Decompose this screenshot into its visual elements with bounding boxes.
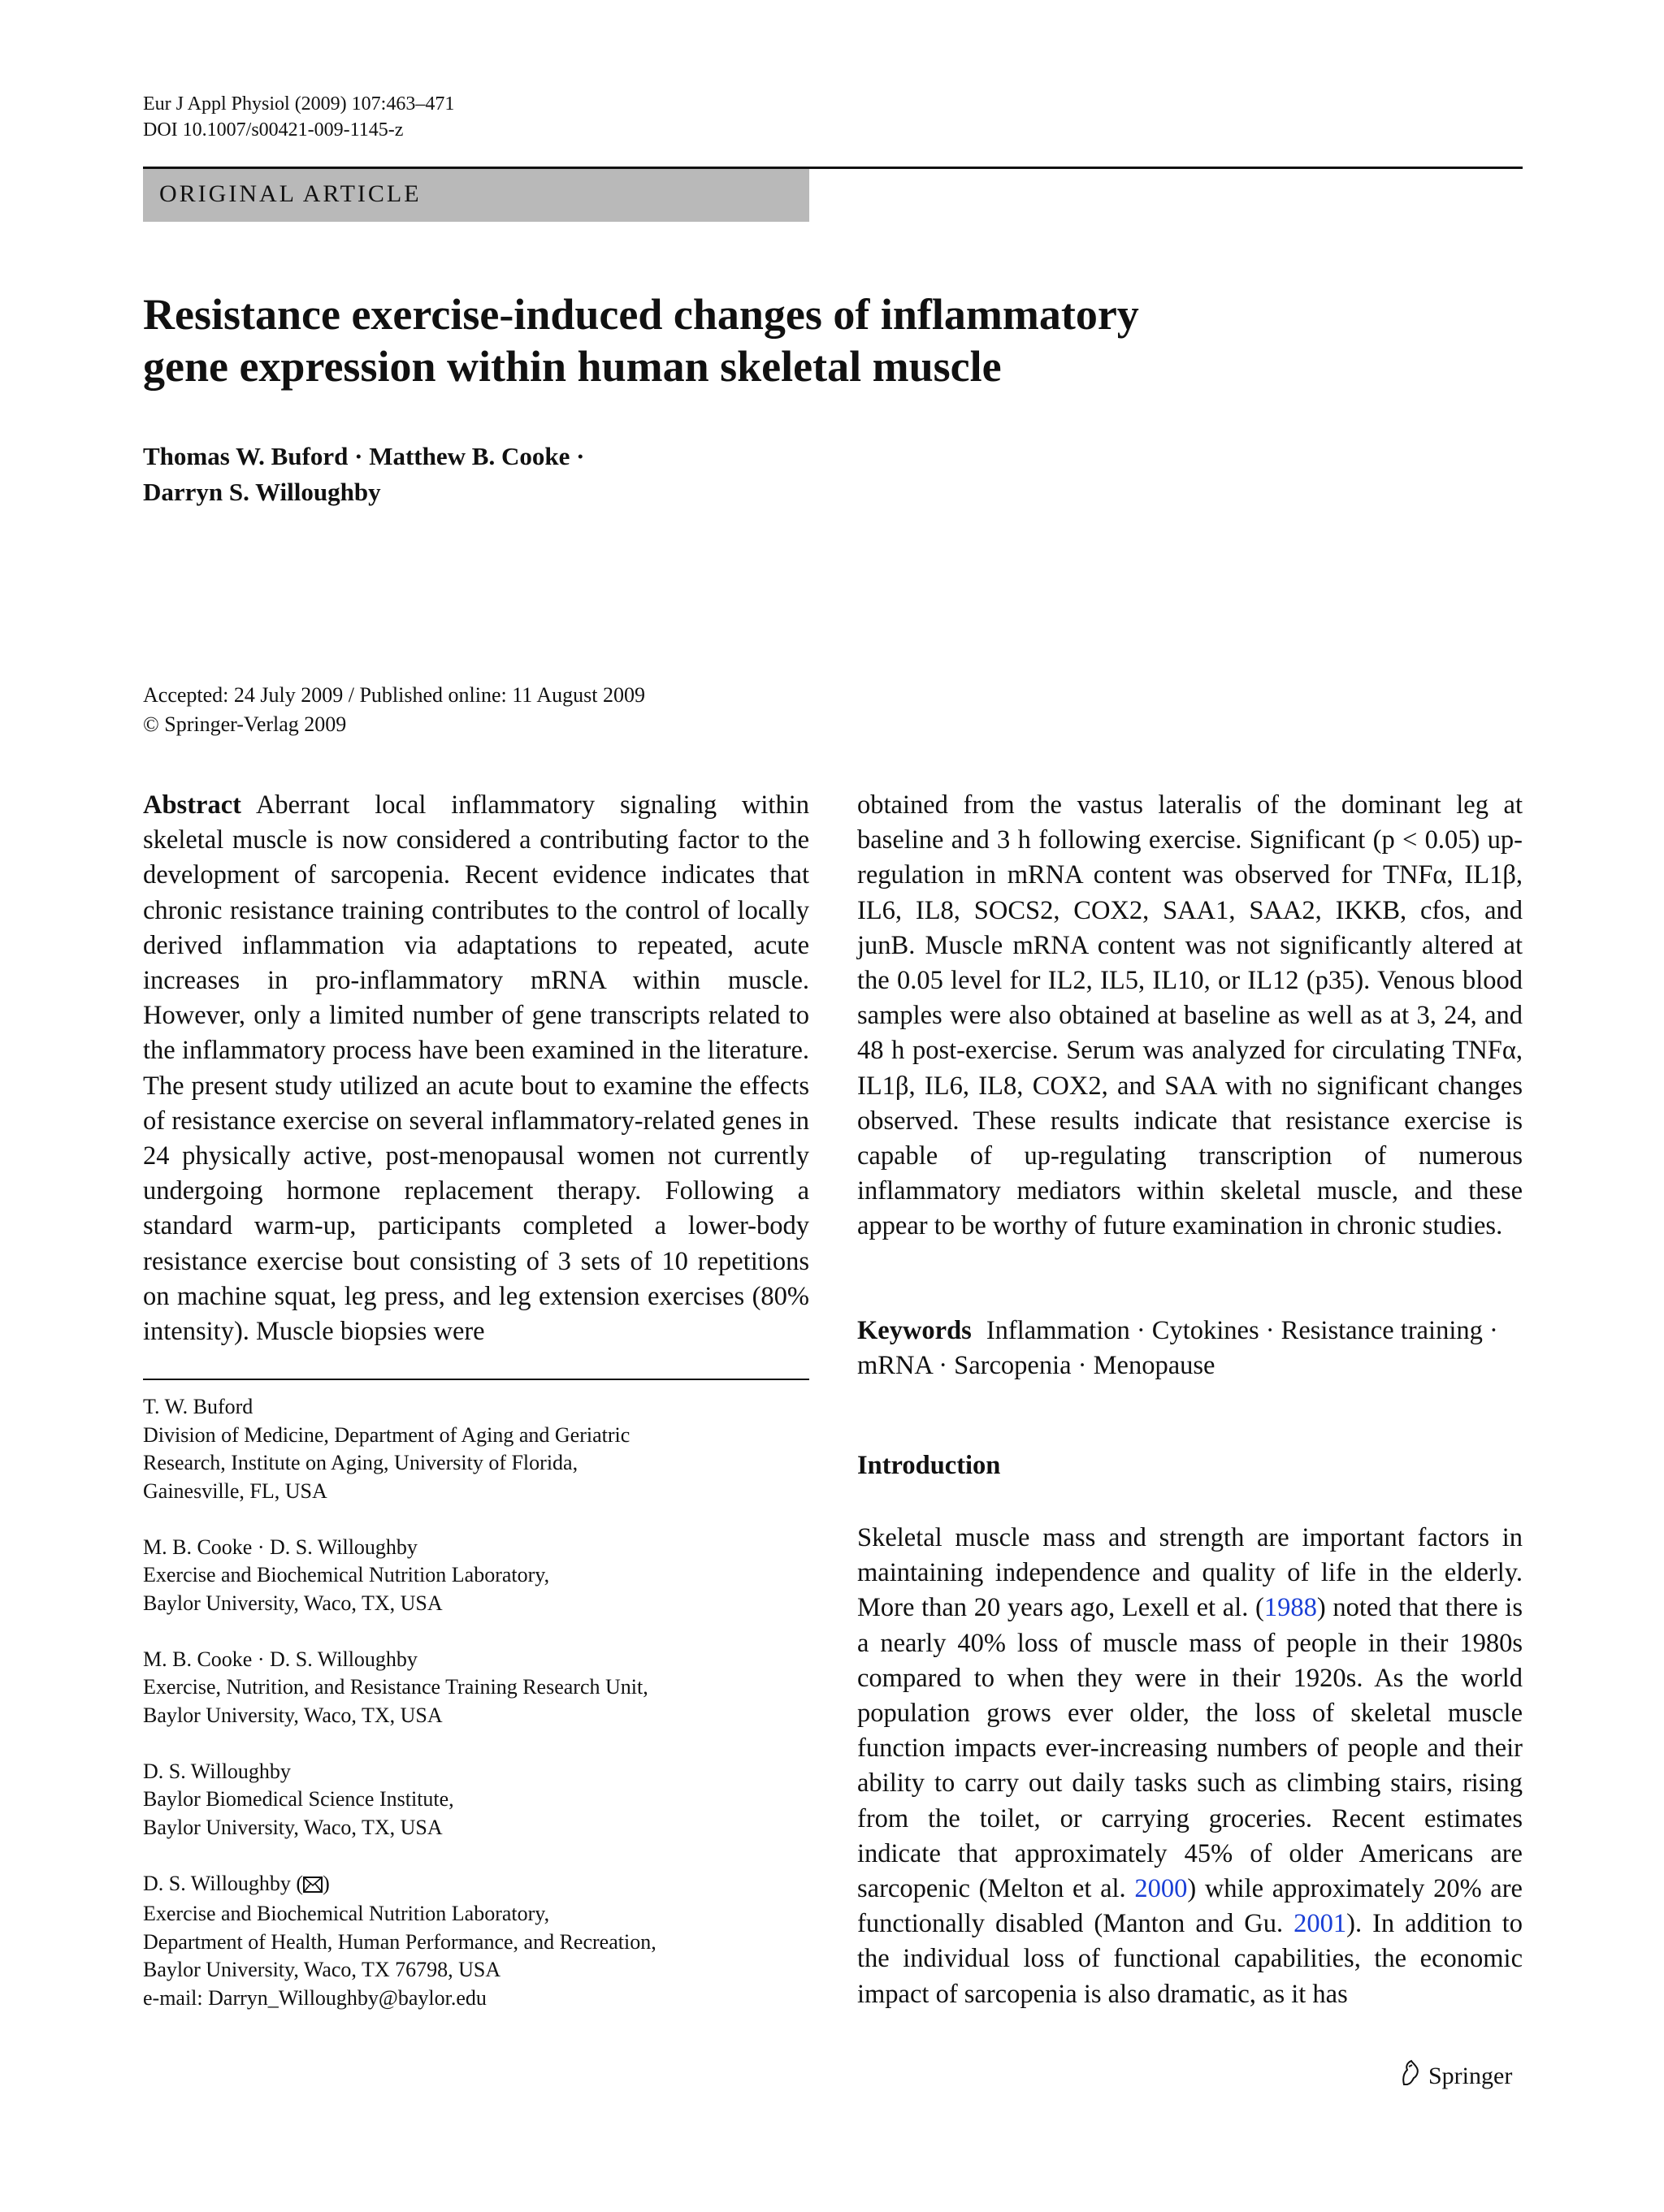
abstract-left-column — [143, 788, 809, 1349]
author-list — [143, 439, 874, 510]
publication-dates — [143, 681, 645, 739]
abstract-right-column — [857, 788, 1523, 1245]
article-title — [143, 288, 1280, 392]
affiliation-name: M. B. Cooke · D. S. Willoughby — [143, 1535, 418, 1559]
affiliation — [143, 1534, 809, 1618]
title-line-1: Resistance exercise-induced changes of inflammatory — [143, 290, 1139, 339]
affiliation-line: Exercise and Biochemical Nutrition Laboratory, — [143, 1902, 550, 1925]
publisher-footer — [1398, 2058, 1512, 2093]
authors-line-2: Darryn S. Willoughby — [143, 478, 381, 506]
affiliation-line: Exercise, Nutrition, and Resistance Training Research Unit, — [143, 1675, 648, 1699]
article-type-banner: ORIGINAL ARTICLE — [143, 169, 809, 222]
springer-horse-icon — [1398, 2058, 1422, 2093]
affiliation-line: Baylor University, Waco, TX, USA — [143, 1703, 443, 1727]
authors-line-1: Thomas W. Buford · Matthew B. Cooke · — [143, 442, 585, 470]
introduction-body — [857, 1521, 1523, 2012]
affiliations — [143, 1393, 809, 2041]
affiliation-corresponding — [143, 1870, 809, 2013]
title-line-2: gene expression within human skeletal muscle — [143, 342, 1002, 391]
keywords-text: Inflammation · Cytokines · Resistance training · mRNA · Sarcopenia · Menopause — [857, 1316, 1498, 1380]
affiliation-name: T. W. Buford — [143, 1395, 254, 1418]
journal-doi[interactable]: DOI 10.1007/s00421-009-1145-z — [143, 119, 404, 141]
corresponding-author-name: D. S. Willoughby ( — [143, 1871, 304, 1895]
affiliation-line: Baylor Biomedical Science Institute, — [143, 1787, 454, 1811]
copyright: © Springer-Verlag 2009 — [143, 712, 347, 736]
citation-link[interactable]: 1988 — [1263, 1593, 1317, 1623]
envelope-icon — [303, 1872, 323, 1901]
intro-text: ). In addition to the individual loss of functional capabilities, the economic impact of sarcopenia is also dramatic, as it has — [857, 1909, 1523, 2009]
affiliation-line: Gainesville, FL, USA — [143, 1478, 327, 1503]
accepted-published: Accepted: 24 July 2009 / Published online: 11 August 2009 — [143, 683, 645, 707]
affiliation — [143, 1646, 809, 1730]
affiliation-line: Research, Institute on Aging, University of Florida, — [143, 1451, 578, 1474]
citation-link[interactable]: 2000 — [1134, 1874, 1188, 1904]
affiliation — [143, 1758, 809, 1842]
keywords-heading: Keywords — [857, 1316, 972, 1345]
affiliation — [143, 1393, 809, 1505]
affiliation-line: Exercise and Biochemical Nutrition Laboratory, — [143, 1563, 550, 1586]
abstract-text-left: Aberrant local inflammatory signaling within skeletal muscle is now considered a contributing factor to the development of sarcopenia. Recent evidence indicates that chronic resistance training contributes to the control of locally derived inflammation via adaptations to repeated, acute increases in pro-inflammatory mRNA within muscle. However, only a limited number of gene transcripts related to the inflammatory process have been examined in the literature. The present study utilized an acute bout to examine the effects of resistance exercise on several inflammatory-related genes in 24 physically active, post-menopausal women not currently undergoing hormone replacement therapy. Following a standard warm-up, participants completed a lower-body resistance exercise bout consisting of 3 sets of 10 repetitions on machine squat, leg press, and leg extension exercises (80% intensity). Muscle biopsies were — [143, 790, 809, 1347]
affiliation-name — [143, 1870, 809, 1901]
footnote-rule — [143, 1379, 809, 1380]
affiliation-name: M. B. Cooke · D. S. Willoughby — [143, 1647, 418, 1671]
affiliation-line: Baylor University, Waco, TX 76798, USA — [143, 1958, 501, 1981]
publisher-name: Springer — [1428, 2062, 1513, 2089]
abstract-heading: Abstract — [143, 790, 241, 820]
affiliation-line: Division of Medicine, Department of Aging and Geriatric — [143, 1422, 630, 1447]
email-address[interactable]: e-mail: Darryn_Willoughby@baylor.edu — [143, 1985, 487, 2010]
introduction-heading: Introduction — [857, 1451, 1001, 1480]
abstract-text-right: obtained from the vastus lateralis of the dominant leg at baseline and 3 h following exercise. Significant (p < 0.05) up-regulation in mRNA content was observed for TNFα, IL1β, IL6, IL8, SOCS2, COX2, SAA1, SAA2, IKKB, cfos, and junB. Muscle mRNA content was not significantly altered at the 0.05 level for IL2, IL5, IL10, or IL12 (p35). Venous blood samples were also obtained at baseline as well as at 3, 24, and 48 h post-exercise. Serum was analyzed for circulating TNFα, IL1β, IL6, IL8, COX2, and SAA with no significant changes observed. These results indicate that resistance exercise is capable of up-regulating transcription of numerous inflammatory mediators within skeletal muscle, and these appear to be worthy of future examination in chronic studies. — [857, 790, 1523, 1241]
journal-citation: Eur J Appl Physiol (2009) 107:463–471 — [143, 93, 455, 115]
intro-text: Skeletal muscle mass and strength are important factors in maintaining independence and quality of life in the elderly. More than 20 years ago, Lexell et al. ( — [857, 1523, 1523, 1623]
citation-link[interactable]: 2001 — [1294, 1909, 1347, 1939]
journal-header — [143, 91, 454, 143]
keywords — [857, 1314, 1523, 1383]
intro-text: ) while approximately 20% are functionally disabled (Manton and Gu. — [857, 1874, 1523, 1939]
affiliation-line: Baylor University, Waco, TX, USA — [143, 1591, 443, 1615]
corresponding-author-paren: ) — [323, 1871, 330, 1895]
affiliation-name: D. S. Willoughby — [143, 1759, 291, 1783]
intro-text: ) noted that there is a nearly 40% loss of muscle mass of people in their 1980s compared to when they were in their 1920s. As the world population grows ever older, the loss of skeletal muscle function impacts ever-increasing numbers of people and their ability to carry out daily tasks such as climbing stairs, rising from the toilet, or carrying groceries. Recent estimates indicate that approximately 45% of older Americans are sarcopenic (Melton et al. — [857, 1593, 1523, 1904]
affiliation-line: Department of Health, Human Performance, and Recreation, — [143, 1929, 656, 1954]
affiliation-line: Baylor University, Waco, TX, USA — [143, 1815, 443, 1839]
